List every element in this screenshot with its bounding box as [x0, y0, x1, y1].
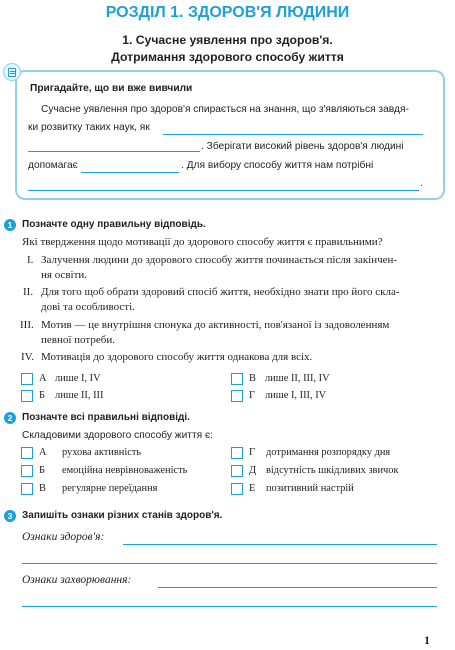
recall-blank-sciences-cont[interactable]	[28, 151, 200, 152]
task1-number-badge: 1	[4, 219, 16, 231]
health-signs-line[interactable]	[123, 544, 437, 545]
disease-signs-label: Ознаки захворювання:	[22, 574, 132, 586]
task2-number-badge: 2	[4, 412, 16, 424]
recall-blank-sciences[interactable]	[163, 134, 423, 135]
disease-signs-line[interactable]	[158, 587, 437, 588]
recall-heading: Пригадайте, що ви вже вивчили	[30, 83, 193, 94]
task1-statement-text-cont: ня освіти.	[41, 269, 88, 281]
lesson-title-line1: 1. Сучасне уявлення про здоров'я.	[122, 33, 333, 47]
task2-title: Позначте всі правильні відповіді.	[22, 412, 190, 423]
task1-statement-text: Залучення людини до здорового способу життя починається після закінчен-	[41, 254, 398, 266]
task1-option-label: А лише I, IV	[39, 373, 101, 384]
task3-number-badge: 3	[4, 510, 16, 522]
task3-title: Запишіть ознаки різних станів здоров'я.	[22, 510, 223, 521]
task2-option-label: А рухова активність	[39, 447, 142, 458]
lesson-title-line2: Дотримання здорового способу життя	[111, 50, 344, 64]
page-number: 1	[424, 633, 430, 647]
task1-statement-text: Для того щоб обрати здоровий спосіб життя, необхідно знати про його скла-	[41, 286, 400, 298]
task2-option-checkbox[interactable]	[21, 483, 33, 495]
task2-option-checkbox[interactable]	[21, 465, 33, 477]
task1-statement-number: II.	[23, 286, 34, 298]
task2-option-label: Д відсутність шкідливих звичок	[249, 465, 399, 476]
task2-option-checkbox[interactable]	[231, 465, 243, 477]
disease-signs-line[interactable]	[22, 606, 437, 607]
recall-text-line1: Сучасне уявлення про здоров'я спирається на знання, що з'являються завдя-	[41, 104, 409, 115]
recall-text-line4b: . Для вибору способу життя нам потрібні	[181, 160, 374, 171]
task1-option-checkbox[interactable]	[21, 373, 33, 385]
lesson-title	[0, 32, 455, 66]
task1-statement-text: Мотивація до здорового способу життя однакова для всіх.	[41, 351, 313, 363]
recall-text-line2: ки розвитку таких наук, як	[28, 122, 150, 133]
task1-title: Позначте одну правильну відповідь.	[22, 219, 206, 230]
task2-option-label: Г дотримання розпорядку дня	[249, 447, 391, 458]
task2-option-label: Б емоційна неврівноваженість	[39, 465, 188, 476]
task1-statement-text: Мотив — це внутрішня спонука до активності, пов'язаної із задоволенням	[41, 319, 390, 331]
recall-text-line4a: допомагає	[28, 160, 78, 171]
task2-option-checkbox[interactable]	[231, 483, 243, 495]
task1-question: Які твердження щодо мотивації до здорового способу життя є правильними?	[22, 236, 383, 248]
task1-option-label: Б лише II, III	[39, 390, 104, 401]
task1-statement-text-cont: певної потреби.	[41, 334, 115, 346]
task2-option-label: Е позитивний настрій	[249, 483, 354, 494]
task2-option-checkbox[interactable]	[21, 447, 33, 459]
health-signs-line[interactable]	[22, 563, 437, 564]
recall-text-line3: . Зберігати високий рівень здоров'я людині	[201, 141, 404, 152]
task1-statement-text-cont: дові та особливості.	[41, 301, 135, 313]
task1-statement-number: I.	[27, 254, 34, 266]
recall-text-line5-end: .	[420, 178, 423, 189]
task1-statement-number: III.	[20, 319, 34, 331]
recall-blank-needs[interactable]	[28, 190, 419, 191]
task2-option-label: В регулярне переїдання	[39, 483, 158, 494]
task1-option-checkbox[interactable]	[21, 390, 33, 402]
task2-lead: Складовими здорового способу життя є:	[22, 430, 214, 441]
task1-option-label: В лише II, III, IV	[249, 373, 330, 384]
recall-blank-helps[interactable]	[81, 172, 179, 173]
task1-statement-number: IV.	[21, 351, 34, 363]
health-signs-label: Ознаки здоров'я:	[22, 531, 105, 543]
task1-option-checkbox[interactable]	[231, 373, 243, 385]
task1-option-label: Г лише I, III, IV	[249, 390, 327, 401]
task1-option-checkbox[interactable]	[231, 390, 243, 402]
task2-option-checkbox[interactable]	[231, 447, 243, 459]
notebook-icon	[3, 63, 21, 81]
section-title: РОЗДІЛ 1. ЗДОРОВ'Я ЛЮДИНИ	[105, 4, 350, 21]
